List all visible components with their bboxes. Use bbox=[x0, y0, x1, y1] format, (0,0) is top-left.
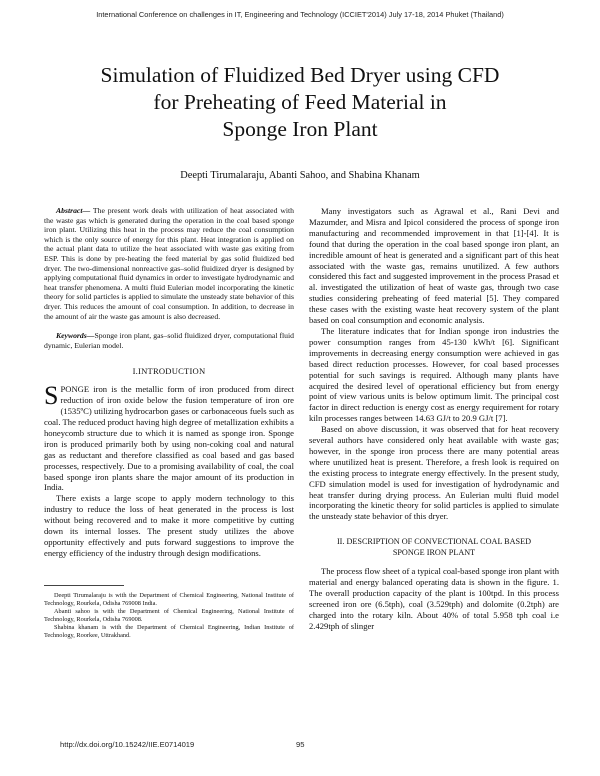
footnote-rule bbox=[44, 585, 124, 586]
right-paragraph-1: Many investigators such as Agrawal et al., Rani Devi and Mazumder, and Misra and Ipicol considered the process of sponge iron manufacturing and recommended improvement in that [1]-[4]. It is found that during the operation in the coal based sponge iron plant, an incredible amount of heat is generated and a significant part of this heat associated with the waste gas, remains unutilized. A few authors considered this fact and suggested improvement in the process Prasad et al. investigated the utilization of heat of waste gas, through two case studies considering preheating of feed material [5]. They compared these cases with the existing waste heat recovery system of the plant based on coal consumption and economic analysis. bbox=[309, 206, 559, 326]
left-column bbox=[44, 206, 294, 640]
intro-paragraph-2: There exists a large scope to apply modern technology to this industry to reduce the loss of heat generated in the process is lost without being recovered and to make it more competitive by cutting down its internal losses. The present study utilizes the above opportunity effectively and puts forward suggestions to improve the energy efficiency of the industry through design modifications. bbox=[44, 493, 294, 558]
right-paragraph-4: The process flow sheet of a typical coal-based sponge iron plant with material and energy balanced operating data is shown in the figure. 1. The overall production capacity of the plant is 100tpd. In this process screened iron ore (6.5tph), coal (3.529tph) and dolomite (0.2tph) are charged into the rotary kiln. About 40% of total 5.958 tph coal i.e 2.429tph of slinger bbox=[309, 566, 559, 631]
intro-paragraph-1 bbox=[44, 381, 294, 493]
section-2-line-2: SPONGE IRON PLANT bbox=[392, 548, 476, 558]
right-paragraph-2: The literature indicates that for Indian sponge iron industries the power consumption ranges from 45-130 kWh/t [6]. Significant improvements in decreasing energy consumption were achieved in gas based direct reduction processes. However, for coal based processes potential for such savings is required. Although many plants have acquired the desired level of operational efficiency but from energy point of view various units is below optimum limit. The principal cost factor in direct reduction is energy cost as energy requirement for rotary kiln processes ranges between 14.63 GJ/t to 20.9 GJ/t [7]. bbox=[309, 325, 559, 424]
section-heading-introduction: I.INTRODUCTION bbox=[132, 366, 206, 377]
abstract-label: Abstract— bbox=[56, 206, 91, 215]
right-column bbox=[309, 206, 559, 632]
right-paragraph-3: Based on above discussion, it was observed that for heat recovery several authors have considered only heat available with waste gas; however, in the sponge iron process there are many potential areas where unutilized heat is present. Therefore, a fresh look is required on the existing process to integrate energy effectively. In the present study, CFD simulation model is used for investigation of hydrodynamic and heat transfer during drying process. An Eulerian multi fluid model incorporating the kinetic theory for solid particles is applied to simulate the unsteady state behavior of this dryer. bbox=[309, 424, 559, 522]
title-line-1: Simulation of Fluidized Bed Dryer using CFD bbox=[100, 63, 500, 87]
title-line-2: for Preheating of Feed Material in bbox=[153, 90, 447, 114]
doi-link[interactable]: http://dx.doi.org/10.15242/IIE.E0714019 bbox=[60, 740, 195, 749]
abstract bbox=[44, 206, 294, 321]
footnote-2: Abanti sahoo is with the Department of Chemical Engineering, National Institute of Technology, Rourkela, Odisha 769008. bbox=[44, 607, 294, 623]
section-2-line-1: II. DESCRIPTION OF CONVECTIONAL COAL BASED bbox=[336, 537, 532, 547]
intro-paragraph-1-text: PONGE iron is the metallic form of iron produced from direct reduction of iron oxide below the fusion temperature of iron ore (1535ºC) utilizing hydrocarbon gases or carbonaceous fuels such as coal. The reduced product having high degree of metallization exhibits a honeycomb structure due to which it is named as sponge iron. Sponge iron is produced primarily both by using non-coking coal and natural gas as reductant and therefore classified as coal based and gas based processes, respectively. Due to a promising availability of coal, the coal based sponge iron plants share the major amount of its production in India. bbox=[44, 384, 294, 493]
keywords-label: Keywords— bbox=[56, 331, 95, 341]
abstract-text: The present work deals with utilization of heat associated with the waste gas which is generated during the operation in the coal based sponge iron plant. Utilizing this heat in the process may reduce the coal consumption which is the only source of energy for this plant. Heat integration is applied on the actual plant data to utilize the heat associated with waste gas exiting from ESP. This is done by pre-heating the feed material by gas solid fluidized bed dryer. The two-dimensional nonreactive gas–solid fluidized dryer is designed by applying computational fluid dynamics in order to investigate hydrodynamic and heat transfer phenomena. A multi fluid Eulerian model incorporating the kinetic theory for solid particles is applied to simulate the unsteady state behavior of this dryer. This reduces the amount of coal consumption. In addition, to decrease in the amount of air the waste gas amount is also decreased. bbox=[44, 206, 294, 321]
keywords-text: Sponge iron plant, gas–solid fluidized dryer, computational fluid dynamic, Eulerian model. bbox=[44, 331, 294, 350]
title-line-3: Sponge Iron Plant bbox=[222, 117, 378, 141]
footnote-3: Shabina khanam is with the Department of Chemical Engineering, Indian Institute of Technology, Roorkee, Uttrakhand. bbox=[44, 623, 294, 639]
conference-header: International Conference on challenges in IT, Engineering and Technology (ICCIET'2014) July 17-18, 2014 Phuket (Thailand) bbox=[96, 10, 504, 19]
keywords bbox=[44, 331, 294, 350]
section-heading-description bbox=[309, 536, 559, 558]
author-list: Deepti Tirumalaraju, Abanti Sahoo, and Shabina Khanam bbox=[180, 170, 420, 181]
footnote-1: Deepti Tirumalaraju is with the Department of Chemical Engineering, National Institute of Technology, Rourkela, Odisha 769008 India. bbox=[44, 591, 294, 607]
page-number: 95 bbox=[296, 740, 305, 749]
paper-title bbox=[40, 62, 560, 143]
drop-cap: S bbox=[44, 381, 59, 411]
